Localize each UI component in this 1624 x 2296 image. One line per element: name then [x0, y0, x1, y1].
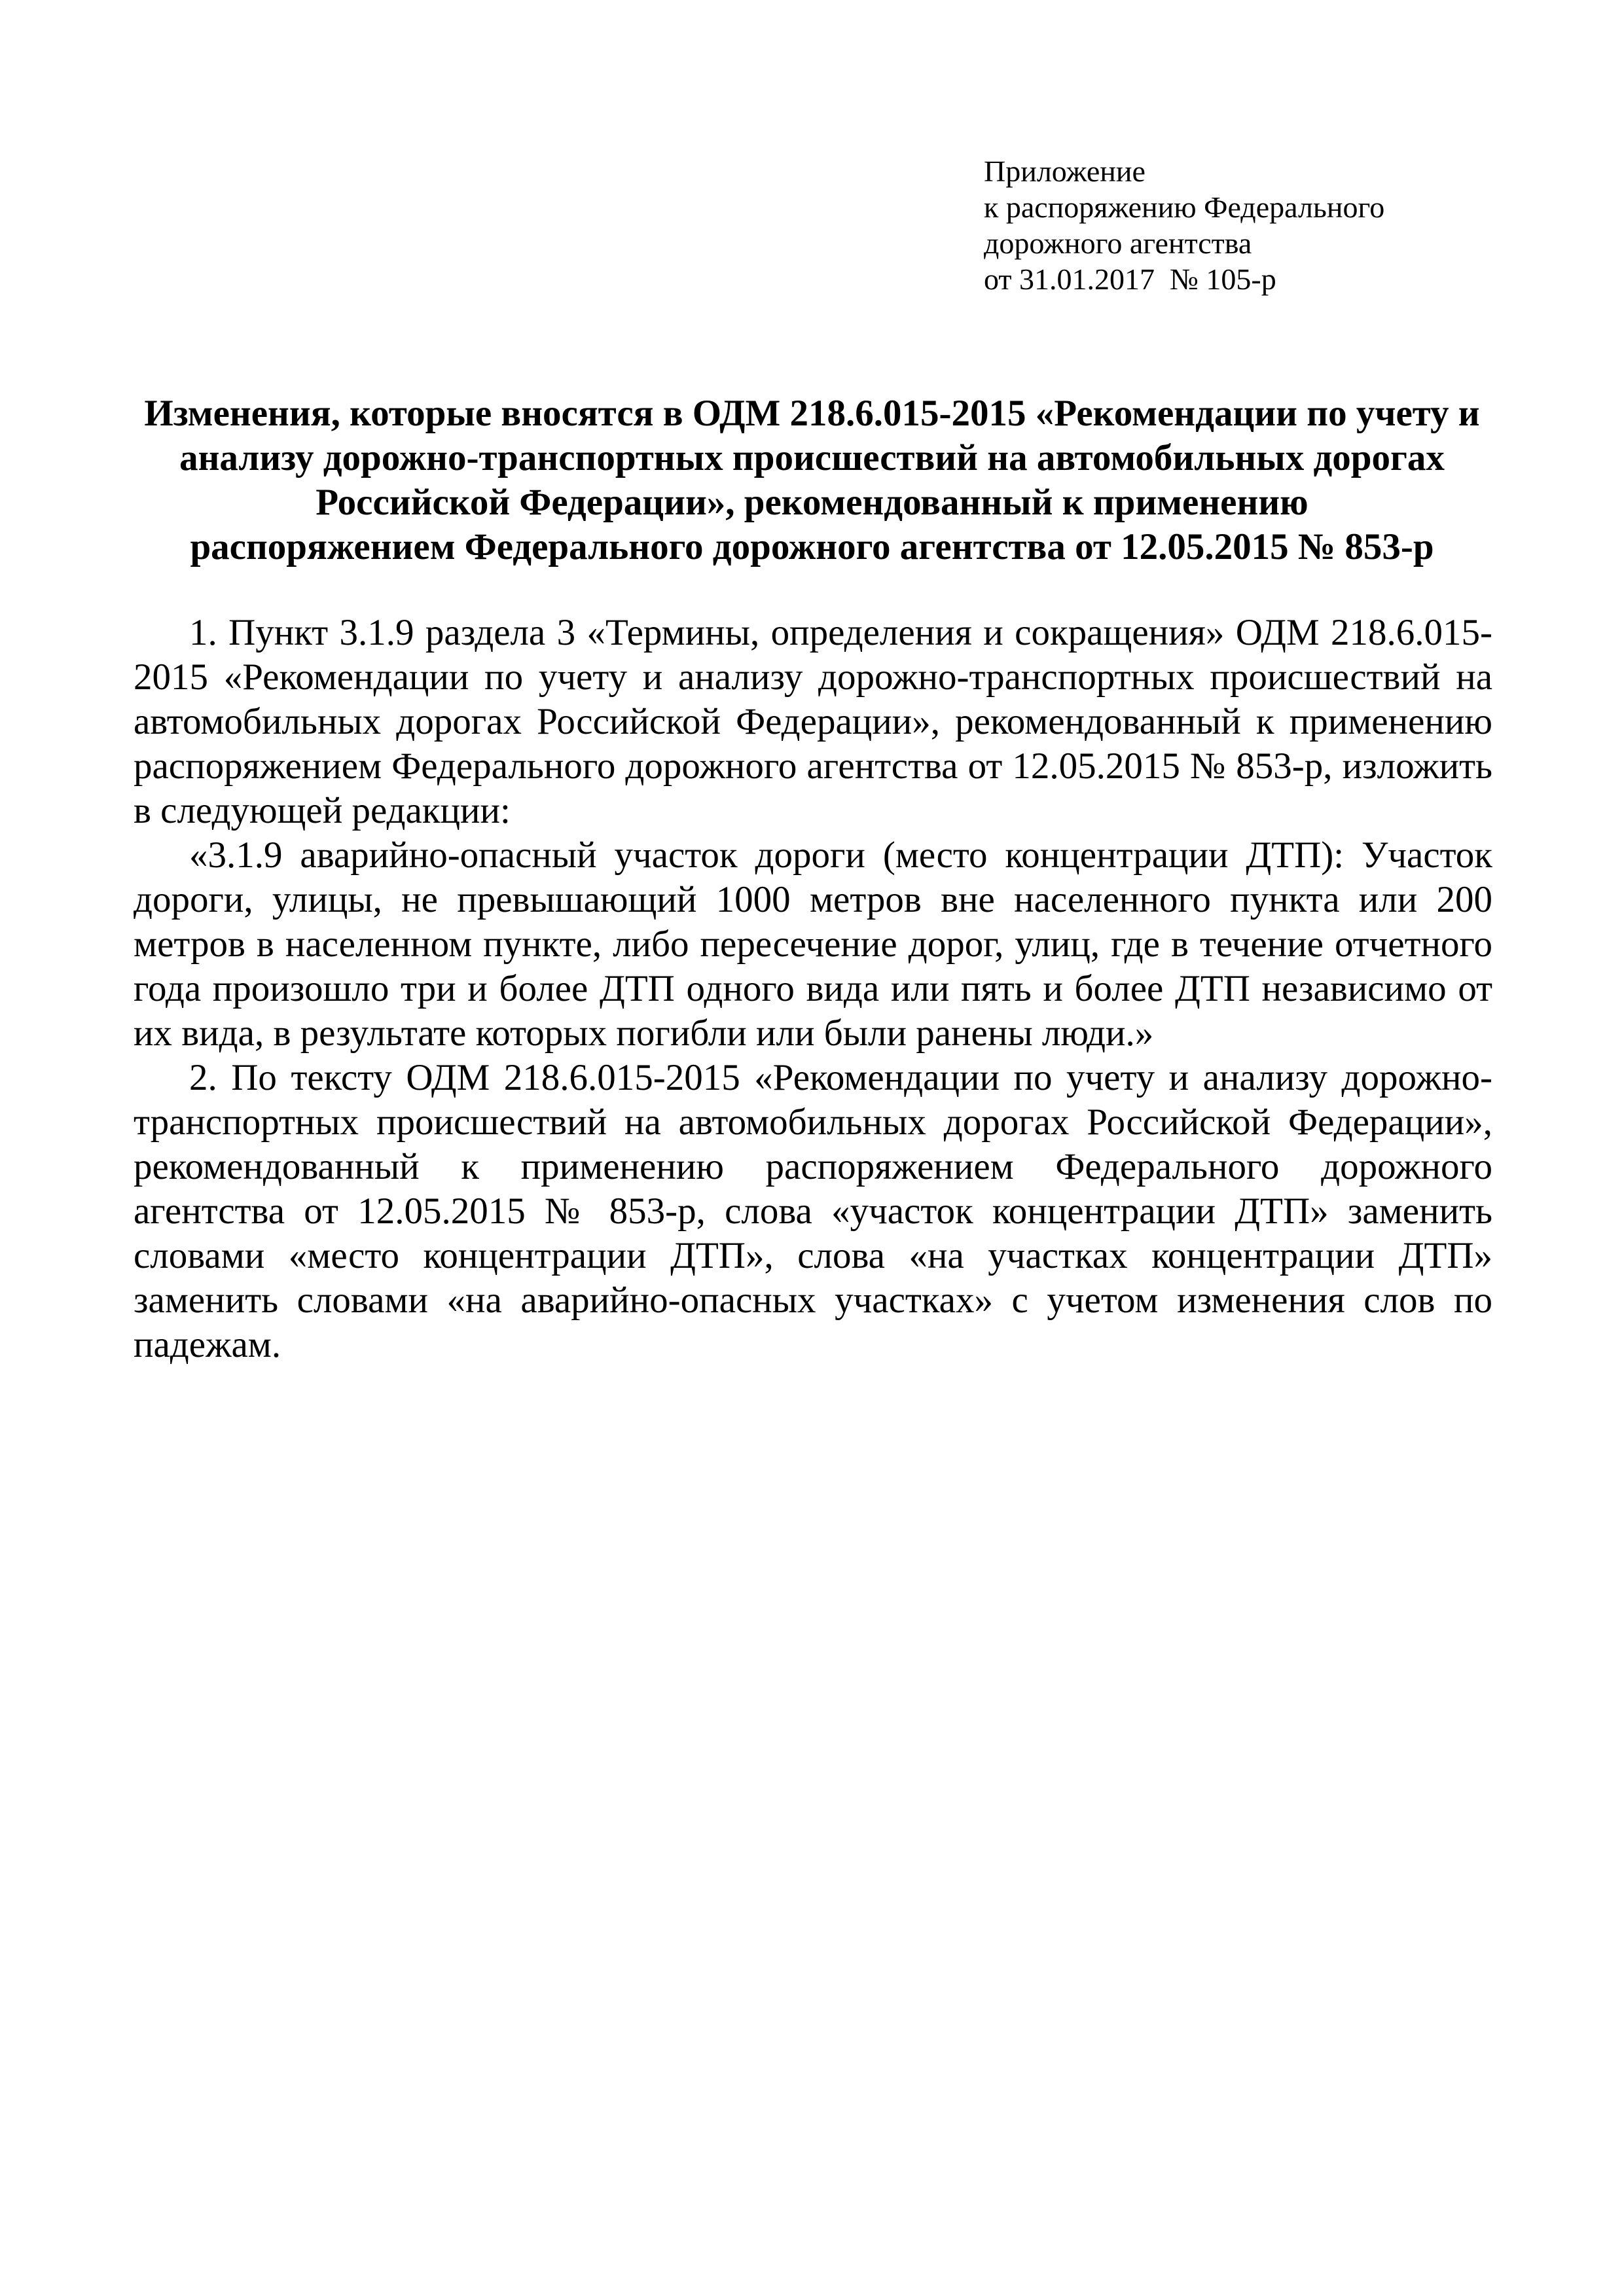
appendix-reference-line: дорожного агентства: [984, 226, 1252, 260]
text-line: 1. Пункт 3.1.9 раздела 3 «Термины, определения и сокращения» ОДМ 218.6.015-: [189, 612, 1492, 653]
paragraph: [134, 1056, 1492, 1367]
appendix-reference-line: Приложение: [984, 154, 1146, 188]
title-line: Изменения, которые вносятся в ОДМ 218.6.015-2015 «Рекомендации по учету и: [144, 393, 1480, 434]
document-body: [134, 611, 1492, 1367]
document-title: [0, 391, 1624, 569]
text-line: 2. По тексту ОДМ 218.6.015-2015 «Рекомендации по учету и анализу дорожно-: [189, 1057, 1492, 1098]
text-line: в следующей редакции:: [134, 790, 511, 831]
text-line: рекомендованный к применению распоряжением Федерального дорожного: [134, 1146, 1492, 1187]
title-line: анализу дорожно-транспортных происшествий на автомобильных дорогах: [179, 437, 1445, 478]
appendix-reference-line: к распоряжению Федерального: [984, 190, 1385, 224]
text-line: транспортных происшествий на автомобильных дорогах Российской Федерации»,: [134, 1102, 1492, 1143]
paragraph: [134, 611, 1492, 833]
text-line: года произошло три и более ДТП одного вида или пять и более ДТП независимо от: [134, 968, 1492, 1009]
appendix-reference-line: от 31.01.2017 № 105-р: [984, 262, 1276, 296]
appendix-reference-block: [984, 153, 1384, 297]
text-line: 2015 «Рекомендации по учету и анализу дорожно-транспортных происшествий на: [134, 656, 1492, 698]
text-line: «3.1.9 аварийно-опасный участок дороги (место концентрации ДТП): Участок: [189, 834, 1492, 876]
title-line: распоряжением Федерального дорожного агентства от 12.05.2015 № 853-р: [190, 526, 1434, 567]
text-line: их вида, в результате которых погибли или были ранены люди.»: [134, 1013, 1154, 1054]
text-line: метров в населенном пункте, либо пересечение дорог, улиц, где в течение отчетного: [134, 924, 1492, 965]
text-line: автомобильных дорогах Российской Федерации», рекомендованный к применению: [134, 701, 1492, 742]
text-line: распоряжением Федерального дорожного агентства от 12.05.2015 № 853-р, изложить: [134, 745, 1492, 787]
title-line: Российской Федерации», рекомендованный к применению: [316, 482, 1308, 523]
paragraph: [134, 833, 1492, 1056]
text-line: агентства от 12.05.2015 № 853-р, слова «участок концентрации ДТП» заменить: [134, 1191, 1492, 1232]
text-line: словами «место концентрации ДТП», слова «на участках концентрации ДТП»: [134, 1235, 1492, 1276]
text-line: заменить словами «на аварийно-опасных участках» с учетом изменения слов по: [134, 1280, 1492, 1321]
text-line: дороги, улицы, не превышающий 1000 метров вне населенного пункта или 200: [134, 879, 1492, 920]
text-line: падежам.: [134, 1324, 281, 1365]
